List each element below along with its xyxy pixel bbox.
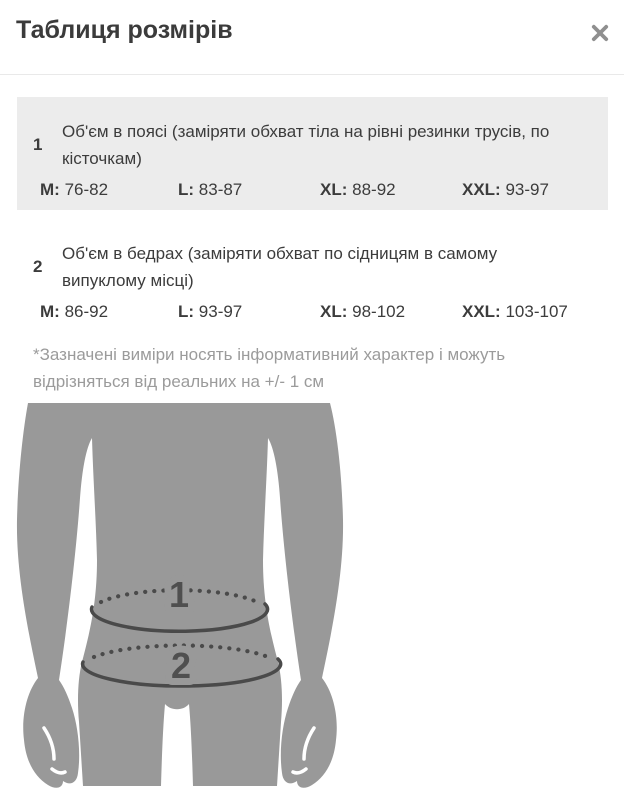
size-row-waist xyxy=(17,97,608,210)
row-description: Об'єм в бедрах (заміряти обхват по сідницям в самому випуклому місці) xyxy=(62,244,498,290)
size-value: 103-107 xyxy=(505,302,568,321)
body-silhouette-graphic xyxy=(0,400,380,792)
header-divider xyxy=(0,74,624,75)
row-number: 2 xyxy=(33,257,43,276)
size-label: M: xyxy=(40,180,60,199)
modal-header xyxy=(0,0,624,74)
size-item xyxy=(40,298,178,325)
size-label: XL: xyxy=(320,302,348,321)
close-button[interactable] xyxy=(586,19,614,47)
size-label: L: xyxy=(178,180,195,199)
measure-label-2: 2 xyxy=(170,645,192,686)
size-value: 83-87 xyxy=(198,180,243,199)
size-row-hips xyxy=(17,240,608,336)
size-list xyxy=(17,176,608,203)
body-measurement-figure xyxy=(0,400,380,792)
size-value: 98-102 xyxy=(352,302,406,321)
measure-label-1: 1 xyxy=(168,574,190,615)
row-head xyxy=(17,118,608,172)
size-item xyxy=(40,176,178,203)
size-value: 86-92 xyxy=(64,302,109,321)
row-description: Об'єм в поясі (заміряти обхват тіла на рівні резинки трусів, по кісточкам) xyxy=(62,122,550,168)
disclaimer-note: *Зазначені виміри носять інформативний характер і можуть відрізняться від реальних на +/- 1 см xyxy=(33,345,506,391)
size-item xyxy=(178,298,320,325)
size-item xyxy=(320,176,462,203)
size-label: XXL: xyxy=(462,302,501,321)
size-value: 93-97 xyxy=(505,180,549,199)
size-label: L: xyxy=(178,302,195,321)
size-value: 93-97 xyxy=(198,302,243,321)
size-label: XXL: xyxy=(462,180,501,199)
size-label: M: xyxy=(40,302,60,321)
size-item xyxy=(178,176,320,203)
close-icon xyxy=(591,24,609,42)
size-item xyxy=(462,298,568,325)
size-value: 76-82 xyxy=(64,180,109,199)
row-head xyxy=(17,240,608,294)
row-number: 1 xyxy=(33,135,43,154)
size-value: 88-92 xyxy=(352,180,396,199)
size-list xyxy=(17,298,608,325)
size-item xyxy=(462,176,549,203)
modal-title: Таблиця розмірів xyxy=(16,16,233,44)
size-item xyxy=(320,298,462,325)
size-label: XL: xyxy=(320,180,348,199)
